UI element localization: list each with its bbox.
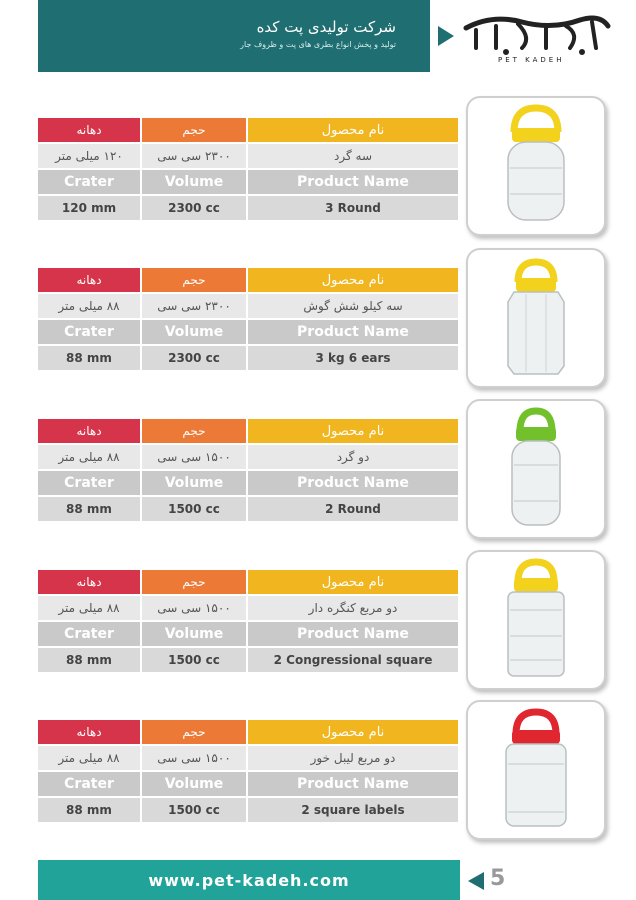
table-row-en — [38, 346, 460, 370]
product-name-fa: سه گرد — [248, 144, 458, 168]
volume-label-fa: حجم — [142, 570, 246, 594]
product-table — [38, 268, 460, 370]
jar-body — [508, 142, 564, 220]
crater-label-fa: دهانه — [38, 570, 140, 594]
crater-label-en: Crater — [38, 320, 140, 344]
table-row-en — [38, 648, 460, 672]
header-arrow-icon — [438, 26, 454, 46]
product-name-label-en: Product Name — [248, 622, 458, 646]
volume-label-en: Volume — [142, 471, 246, 495]
table-header-fa — [38, 570, 460, 594]
table-header-fa — [38, 720, 460, 744]
table-row-fa — [38, 746, 460, 770]
table-row-fa — [38, 294, 460, 318]
website-link[interactable]: www.pet-kadeh.com — [148, 870, 350, 890]
crater-value-en: 88 mm — [38, 798, 140, 822]
volume-value-en: 2300 cc — [142, 346, 246, 370]
footer-arrow-icon — [468, 872, 484, 890]
product-table — [38, 720, 460, 822]
table-header-en — [38, 772, 460, 796]
jar-lid — [512, 128, 560, 142]
volume-label-fa: حجم — [142, 118, 246, 142]
volume-label-fa: حجم — [142, 419, 246, 443]
volume-label-en: Volume — [142, 170, 246, 194]
volume-label-fa: حجم — [142, 720, 246, 744]
crater-label-fa: دهانه — [38, 268, 140, 292]
crater-label-fa: دهانه — [38, 720, 140, 744]
jar-lid — [512, 730, 560, 744]
jar-body — [506, 744, 566, 826]
crater-value-fa: ۸۸ میلی متر — [38, 596, 140, 620]
table-header-en — [38, 320, 460, 344]
crater-label-fa: دهانه — [38, 419, 140, 443]
product-name-label-fa: نام محصول — [248, 720, 458, 744]
volume-label-en: Volume — [142, 622, 246, 646]
product-name-label-fa: نام محصول — [248, 268, 458, 292]
crater-label-fa: دهانه — [38, 118, 140, 142]
crater-value-fa: ۱۲۰ میلی متر — [38, 144, 140, 168]
volume-value-fa: ۱۵۰۰ سی سی — [142, 596, 246, 620]
product-name-en: 2 Round — [248, 497, 458, 521]
volume-value-en: 2300 cc — [142, 196, 246, 220]
volume-value-en: 1500 cc — [142, 497, 246, 521]
product-name-label-en: Product Name — [248, 471, 458, 495]
product-photo — [466, 550, 606, 690]
jar-image — [468, 98, 604, 234]
crater-value-en: 88 mm — [38, 648, 140, 672]
product-name-label-en: Product Name — [248, 170, 458, 194]
company-title: شرکت تولیدی پت کده — [256, 18, 396, 36]
volume-value-fa: ۱۵۰۰ سی سی — [142, 746, 246, 770]
product-name-label-fa: نام محصول — [248, 118, 458, 142]
crater-value-fa: ۸۸ میلی متر — [38, 746, 140, 770]
volume-value-fa: ۱۵۰۰ سی سی — [142, 445, 246, 469]
table-row-fa — [38, 445, 460, 469]
table-header-fa — [38, 419, 460, 443]
table-header-en — [38, 170, 460, 194]
volume-label-en: Volume — [142, 772, 246, 796]
product-name-label-fa: نام محصول — [248, 419, 458, 443]
product-photo — [466, 700, 606, 840]
product-name-label-en: Product Name — [248, 320, 458, 344]
jar-lid — [516, 278, 556, 292]
table-row-fa — [38, 596, 460, 620]
header-banner — [38, 0, 430, 72]
crater-value-en: 120 mm — [38, 196, 140, 220]
table-row-en — [38, 798, 460, 822]
product-name-label-fa: نام محصول — [248, 570, 458, 594]
volume-label-en: Volume — [142, 320, 246, 344]
product-photo — [466, 248, 606, 388]
volume-value-fa: ۲۳۰۰ سی سی — [142, 294, 246, 318]
jar-image — [468, 250, 604, 386]
product-name-label-en: Product Name — [248, 772, 458, 796]
table-row-en — [38, 196, 460, 220]
jar-image — [468, 401, 604, 537]
jar-image — [468, 552, 604, 688]
product-name-fa: دو گرد — [248, 445, 458, 469]
product-name-en: 3 Round — [248, 196, 458, 220]
jar-image — [468, 702, 604, 838]
jar-body — [512, 441, 560, 525]
product-table — [38, 570, 460, 672]
jar-lid — [516, 427, 556, 441]
product-table — [38, 118, 460, 220]
table-header-en — [38, 622, 460, 646]
table-header-fa — [38, 268, 460, 292]
crater-value-fa: ۸۸ میلی متر — [38, 294, 140, 318]
volume-label-fa: حجم — [142, 268, 246, 292]
product-photo — [466, 399, 606, 539]
logo-caption: PET KADEH — [498, 56, 565, 64]
crater-value-fa: ۸۸ میلی متر — [38, 445, 140, 469]
crater-label-en: Crater — [38, 772, 140, 796]
product-name-en: 2 Congressional square — [248, 648, 458, 672]
footer-banner — [38, 860, 460, 900]
volume-value-en: 1500 cc — [142, 798, 246, 822]
jar-body — [508, 292, 564, 374]
product-name-fa: دو مربع کنگره دار — [248, 596, 458, 620]
table-row-en — [38, 497, 460, 521]
company-subtitle: تولید و پخش انواع بطری های پت و ظروف جار — [240, 40, 396, 49]
table-row-fa — [38, 144, 460, 168]
crater-label-en: Crater — [38, 471, 140, 495]
product-name-en: 3 kg 6 ears — [248, 346, 458, 370]
jar-body — [508, 592, 564, 676]
product-table — [38, 419, 460, 521]
product-photo — [466, 96, 606, 236]
jar-lid — [514, 578, 558, 592]
product-name-fa: سه کیلو شش گوش — [248, 294, 458, 318]
crater-label-en: Crater — [38, 170, 140, 194]
volume-value-en: 1500 cc — [142, 648, 246, 672]
volume-value-fa: ۲۳۰۰ سی سی — [142, 144, 246, 168]
crater-value-en: 88 mm — [38, 346, 140, 370]
crater-value-en: 88 mm — [38, 497, 140, 521]
table-header-fa — [38, 118, 460, 142]
crater-label-en: Crater — [38, 622, 140, 646]
table-header-en — [38, 471, 460, 495]
product-name-fa: دو مربع لیبل خور — [248, 746, 458, 770]
product-name-en: 2 square labels — [248, 798, 458, 822]
page-number: 5 — [490, 866, 506, 891]
